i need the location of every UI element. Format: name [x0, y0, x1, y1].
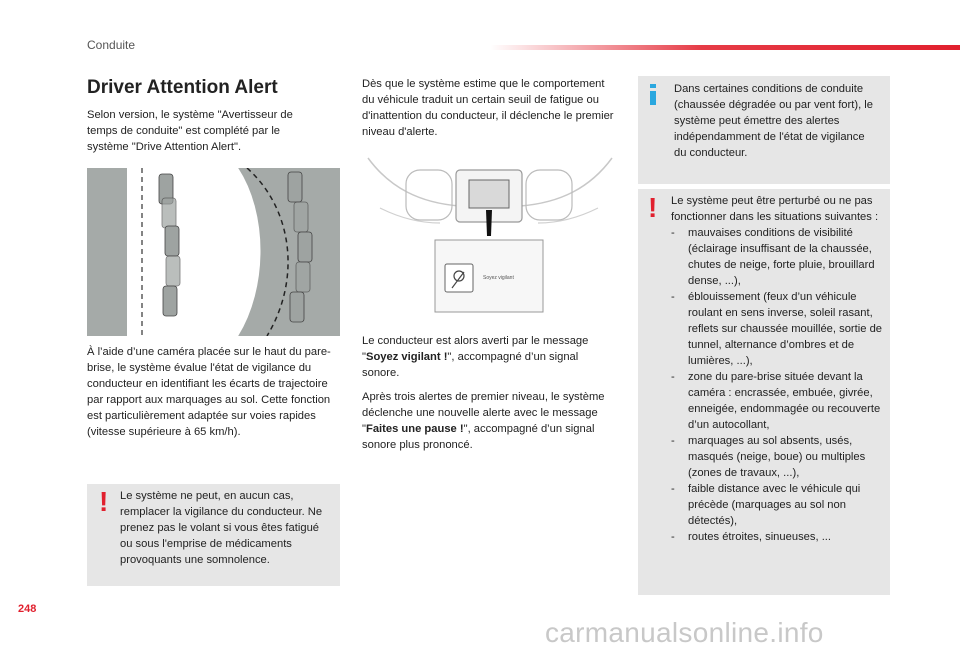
watermark: carmanualsonline.info [545, 617, 824, 648]
second-alert-message: Faites une pause ! [365, 423, 464, 435]
warning-icon: ! [99, 486, 109, 517]
warning-box-limitations [638, 189, 890, 595]
info-box-conditions [638, 76, 890, 184]
camera-paragraph: À l’aide d’une caméra placée sur le haut du pare-brise, le système évalue l'état de vigilance du conducteur en identifiant les écarts de trajectoire par rapport aux marquages au sol. Cette fonction est particulièrement adaptée sur voies rapides (vitesse supérieure à 65 km/h). [87, 346, 331, 438]
section-title: Conduite [87, 38, 136, 52]
warning-box-text: Le système ne peut, en aucun cas, remplacer la vigilance du conducteur. Ne prenez pas le volant si vous êtes fatigué ou sous l'emprise de médicaments provoquants une somnolence. [120, 490, 323, 566]
lane-departure-illustration [87, 168, 340, 336]
instrument-panel-diagram [360, 148, 618, 323]
intro-paragraph: Selon version, le système "Avertisseur de temps de conduite" est complété par le système "Drive Attention Alert". [87, 109, 293, 153]
list-item: - zone du pare-brise située devant la caméra : encrassée, embuée, givrée, enneigée, endommagée ou recouverte d’un autocollant, [671, 371, 881, 431]
page-number: 248 [18, 603, 37, 615]
limitations-intro: Le système peut être perturbé ou ne pas fonctionner dans les situations suivantes : [671, 195, 879, 223]
list-item: - faible distance avec le véhicule qui précède (marquages au sol non détectés), [671, 483, 861, 527]
info-box-text: Dans certaines conditions de conduite (chaussée dégradée ou par vent fort), le système peut émettre des alertes indépendamment de l'état de vigilance du conducteur. [674, 83, 874, 159]
list-item: - éblouissement (feux d’un véhicule roulant en sens inverse, soleil rasant, reflets sur chaussée mouillée, sortie de tunnel, alternance d’ombres et de lumières, ...), [671, 291, 883, 367]
info-icon [650, 84, 656, 106]
list-item: - marquages au sol absents, usés, masqués (neige, boue) ou multiples (zones de travaux, ...), [671, 435, 866, 479]
road-trajectory-diagram [87, 168, 340, 336]
alert-level-paragraph: Dès que le système estime que le comportement du véhicule traduit un certain seuil de fatigue ou d'inattention du conducteur, il déclenche le premier niveau d'alerte. [362, 78, 614, 138]
header-accent-line [490, 45, 960, 50]
list-item: - mauvaises conditions de visibilité (éclairage insuffisant de la chaussée, chutes de neige, forte pluie, brouillard dense, ...), [671, 227, 875, 287]
first-alert-message: Soyez vigilant ! [365, 351, 448, 363]
second-alert-paragraph: Après trois alertes de premier niveau, le système déclenche une nouvelle alerte avec le message "Faites une pause !", accompagné d’un signal sonore plus prononcé. [362, 391, 605, 451]
page-title: Driver Attention Alert [87, 77, 278, 98]
dashboard-illustration [360, 148, 618, 323]
screen-message-label: Soyez vigilant [483, 275, 514, 281]
warning-box-vigilance [87, 484, 340, 586]
first-alert-paragraph: Le conducteur est alors averti par le message "Soyez vigilant !", accompagné d’un signal sonore. [362, 335, 589, 379]
warning-icon: ! [648, 192, 658, 223]
limitations-list [671, 225, 885, 545]
limitations-content [671, 193, 885, 545]
list-item: - routes étroites, sinueuses, ... [671, 531, 832, 543]
